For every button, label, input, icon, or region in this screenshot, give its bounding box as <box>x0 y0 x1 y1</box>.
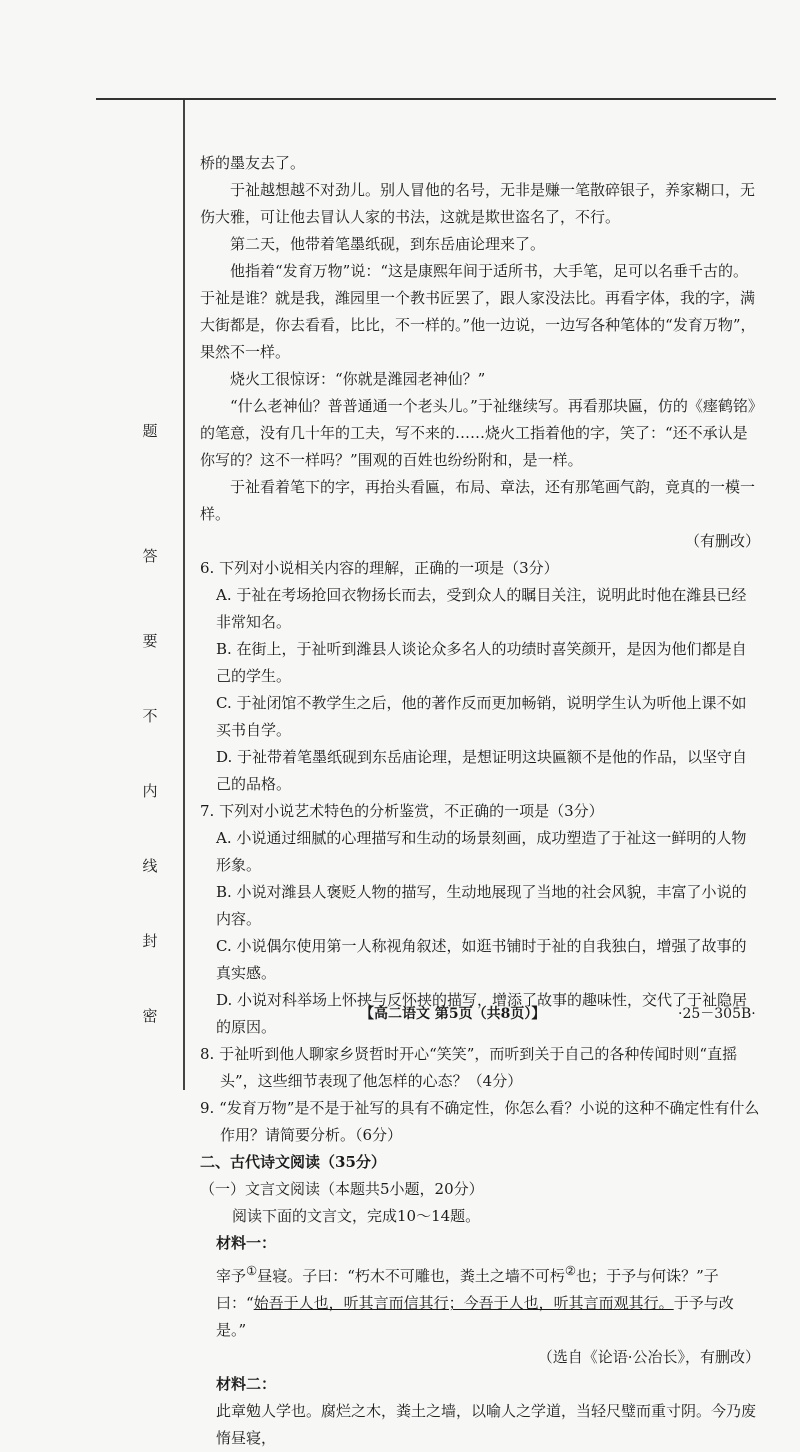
seal-char-4: 内 <box>142 782 158 800</box>
seal-char-1: 密 <box>142 1007 158 1025</box>
material-1-text <box>200 1257 760 1344</box>
q6-option-a: A. 于祉在考场抢回衣物扬长而去，受到众人的瞩目关注，说明此时他在潍县已经非常知名。 <box>216 586 747 631</box>
footer-page-info: 【高二语文 第5页（共8页）】 <box>360 1006 546 1022</box>
q7-option-d: D. 小说对科举场上怀挟与反怀挟的描写，增添了故事的趣味性，交代了于祉隐居的原因。 <box>216 991 748 1036</box>
footer-code: ·25－305B· <box>678 1006 756 1022</box>
seal-char-2: 封 <box>142 932 158 950</box>
story-paragraph: 于祉看着笔下的字，再抬头看匾，布局、章法，还有那笔画气韵，竟真的一模一样。 <box>200 478 756 523</box>
question-7: 7. 下列对小说艺术特色的分析鉴赏，不正确的一项是（3分） <box>200 802 604 820</box>
seal-char-3: 线 <box>142 857 158 875</box>
q6-option-c: C. 于祉闭馆不教学生之后，他的著作反而更加畅销，说明学生认为听他上课不如买书自学。 <box>216 694 747 739</box>
story-paragraph: 烧火工很惊讶：“你就是潍园老神仙？” <box>230 370 486 388</box>
material-2-label: 材料二： <box>216 1375 277 1393</box>
story-paragraph: 第二天，他带着笔墨纸砚，到东岳庙论理来了。 <box>230 235 546 253</box>
q6-option-b: B. 在街上，于祉听到潍县人谈论众多名人的功绩时喜笑颜开，是因为他们都是自己的学生。 <box>216 640 747 685</box>
section-title: 二、古代诗文阅读（35分） <box>200 1153 386 1171</box>
story-paragraph: 他指着“发育万物”说：“这是康熙年间于适所书，大手笔，足可以名垂千古的。于祉是谁？就是我，潍园里一个教书匠罢了，跟人家没法比。再看字体，我的字，满大街都是，你去看看，比比，不一样的。”他一边说，一边写各种笔体的“发育万物”，果然不一样。 <box>200 262 756 361</box>
material-1-source: （选自《论语·公冶长》，有删改） <box>537 1348 760 1366</box>
question-9: 9. “发育万物”是不是于祉写的具有不确定性，你怎么看？小说的这种不确定性有什么作用？请简要分析。（6分） <box>200 1099 760 1144</box>
underlined-sentence: 始吾于人也，听其言而信其行；今吾于人也，听其言而观其行。 <box>253 1294 674 1312</box>
seal-char-8: 题 <box>142 422 158 440</box>
subsection-title: （一）文言文阅读（本题共5小题，20分） <box>200 1180 484 1198</box>
top-rule <box>96 98 776 100</box>
material-2-text: 此章勉人学也。腐烂之木，粪土之墙，以喻人之学道，当轻尺璧而重寸阴。今乃废惰昼寝， <box>216 1402 757 1447</box>
footnote-1-marker: ① <box>246 1263 258 1278</box>
material-1-part-b: 昼寝。子曰：“朽木不可雕也，粪土之墙不可杇 <box>257 1267 565 1285</box>
q6-option-d: D. 于祉带着笔墨纸砚到东岳庙论理，是想证明这块匾额不是他的作品，以坚守自己的品格。 <box>216 748 748 793</box>
material-1-part-d: 于予与改是。” <box>216 1294 734 1339</box>
seal-char-7: 答 <box>142 547 158 565</box>
binding-margin-line <box>183 100 185 1090</box>
page-content <box>200 150 760 1452</box>
seal-char-5: 不 <box>142 707 158 725</box>
q7-option-b: B. 小说对潍县人褒贬人物的描写，生动地展现了当地的社会风貌，丰富了小说的内容。 <box>216 883 747 928</box>
story-paragraph: “什么老神仙？普普通通一个老头儿。”于祉继续写。再看那块匾，仿的《瘗鹤铭》的笔意，没有几十年的工夫，写不来的……烧火工指着他的字，笑了：“还不承认是你写的？这不一样吗？”围观的百姓也纷纷附和，是一样。 <box>200 397 756 469</box>
question-6: 6. 下列对小说相关内容的理解，正确的一项是（3分） <box>200 559 559 577</box>
question-8: 8. 于祉听到他人聊家乡贤哲时开心“笑笑”，而听到关于自己的各种传闻时则“直摇头”，这些细节表现了他怎样的心态？（4分） <box>200 1045 738 1090</box>
q7-option-a: A. 小说通过细腻的心理描写和生动的场景刻画，成功塑造了于祉这一鲜明的人物形象。 <box>216 829 747 874</box>
material-1-label: 材料一： <box>216 1234 277 1252</box>
edit-note: （有删改） <box>684 532 760 550</box>
material-1-part-a: 宰予 <box>216 1267 247 1285</box>
story-paragraph: 于祉越想越不对劲儿。别人冒他的名号，无非是赚一笔散碎银子，养家糊口，无伤大雅，可让他去冒认人家的书法，这就是欺世盗名了，不行。 <box>200 181 756 226</box>
q7-option-c: C. 小说偶尔使用第一人称视角叙述，如逛书铺时于祉的自我独白，增强了故事的真实感。 <box>216 937 747 982</box>
footnote-2-marker: ② <box>564 1263 577 1278</box>
seal-char-6: 要 <box>142 632 158 650</box>
material-1-part-c: 也；于予与何诛？”子曰：“ <box>216 1267 719 1312</box>
story-line: 桥的墨友去了。 <box>200 154 306 172</box>
reading-instruction: 阅读下面的文言文，完成10～14题。 <box>232 1207 481 1225</box>
